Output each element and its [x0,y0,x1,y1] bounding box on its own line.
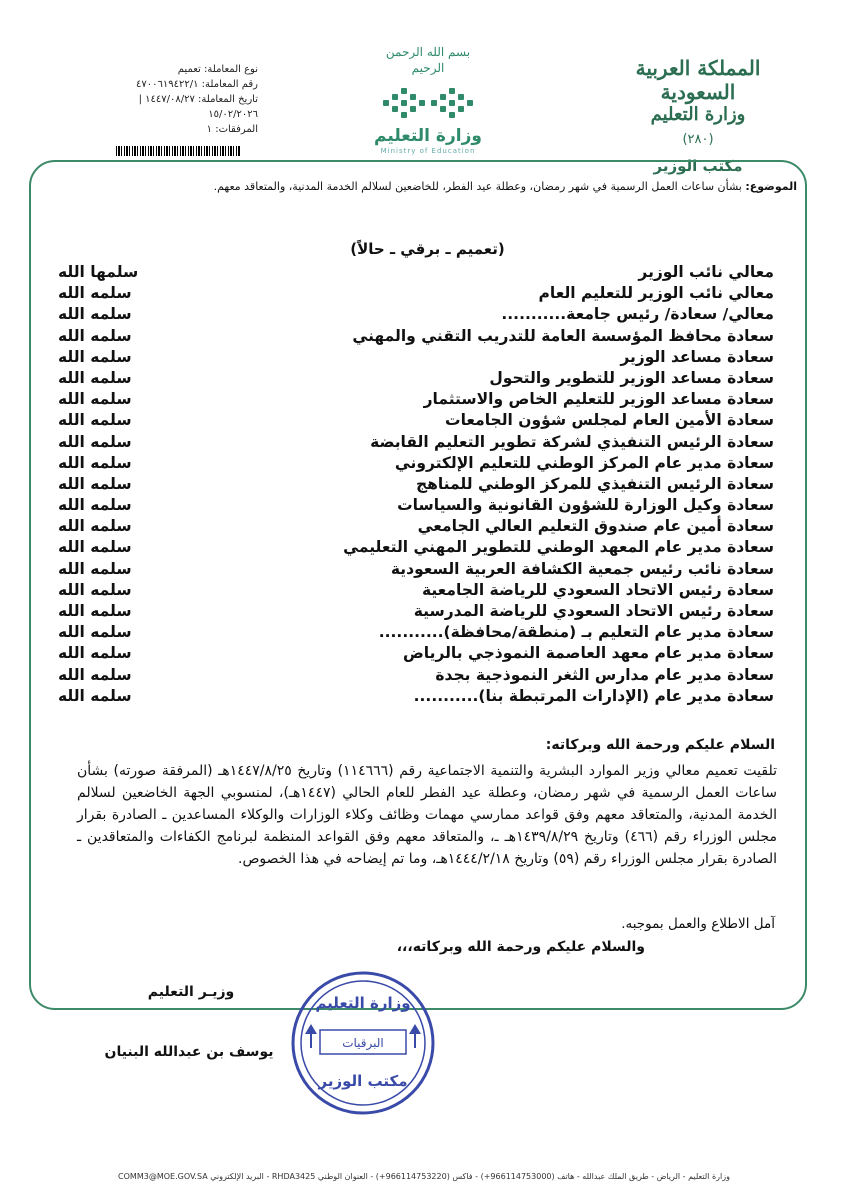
recipient-name: سعادة وكيل الوزارة للشؤون القانونية والسياسات [397,496,774,515]
recipient-row [58,453,774,474]
recipient-row [58,304,774,325]
recipient-row [58,495,774,516]
recipient-name: سعادة مدير عام التعليم بـ (منطقة/محافظة)........... [378,623,774,642]
recipient-name: سعادة محافظ المؤسسة العامة للتدريب التقني والمهني [352,326,774,345]
recipient-row [58,283,774,304]
salam-closing: والسلام عليكم ورحمة الله وبركاته،،، [396,939,645,955]
recipient-name: سعادة مدير عام المركز الوطني للتعليم الإلكتروني [394,453,774,472]
stamp-bottom-text: مكتب الوزير [318,1072,408,1090]
subject-label: الموضوع: [745,180,797,193]
recipient-row [58,665,774,686]
recipient-name: سعادة مساعد الوزير للتطوير والتحول [489,368,774,387]
recipient-greeting: سلمه الله [58,284,132,303]
subject-line [67,176,797,198]
recipient-row [58,368,774,389]
ministry-title: وزارة التعليم [650,104,746,125]
stamp-middle-text: البرقيات [342,1036,384,1050]
footer-contact: وزارة التعليم - الرياض - طريق الملك عبدالله - هاتف (966114753000+) - فاكس (966114753220+) - العنوان الوطني RHDA3425 - البريد الإلكتروني COMM3@MOE.GOV.SA [118,1172,730,1181]
recipient-greeting: سلمه الله [58,326,132,345]
recipient-greeting: سلمه الله [58,347,132,366]
recipient-name: سعادة مدير عام (الإدارات المرتبطة بنا)........... [413,686,774,705]
recipient-greeting: سلمه الله [58,623,132,642]
recipient-greeting: سلمه الله [58,665,132,684]
recipient-greeting: سلمه الله [58,538,132,557]
signatory-title: وزيـر التعليم [147,984,235,1000]
recipient-greeting: سلمه الله [58,390,132,409]
transaction-date: تاريخ المعاملة: ١٤٤٧/٠٨/٢٧ | ١٥/٠٢/٢٠٢٦ [138,94,258,120]
recipient-row [58,559,774,580]
body-paragraph: تلقيت تعميم معالي وزير الموارد البشرية والتنمية الاجتماعية رقم (١١٤٦٦٦) وتاريخ ١٤٤٧/٨/٢٥هـ (المرفقة صورته) بشأن ساعات العمل الرسمية في شهر رمضان، وعطلة عيد الفطر للعام الحالي (١٤٤٧هـ)، لمنسوبي الجهة الخاضعين لسلالم الخدمة المدنية، والمتعاقد معهم وفق قواعد ممارسي مهمات وظائف وكلاء الوزارات والوكلاء المساعدين ـ الصادرة بقرار مجلس الوزراء رقم (٤٦٦) وتاريخ ١٤٣٩/٨/٢٩هـ ـ، والمتعاقد معهم وفق القواعد المنظمة لبرنامج الكفاءات والمتعاقدين ـ الصادرة بقرار مجلس الوزراء رقم (٥٩) وتاريخ ١٤٤٤/٢/١٨هـ، وما تم إيضاحه في هذا الخصوص. [77,763,778,867]
recipient-greeting: سلمه الله [58,411,132,430]
recipient-row [58,516,774,537]
recipient-greeting: سلمه الله [58,432,132,451]
recipient-greeting: سلمه الله [58,368,132,387]
recipient-row [58,262,774,283]
circular-title: (تعميم ـ برقي ـ حالاً) [350,240,505,258]
recipient-name: سعادة مدير عام مدارس الثغر النموذجية بجدة [435,665,774,684]
recipient-row [58,474,774,495]
ministry-logo-icon [379,82,477,124]
recipient-row [58,410,774,431]
recipient-row [58,537,774,558]
minister-office-stamp [288,968,438,1118]
recipient-greeting: سلمه الله [58,644,132,663]
recipient-greeting: سلمها الله [58,263,139,281]
transaction-meta [118,62,258,137]
recipient-greeting: سلمه الله [58,474,132,493]
salam-opening: السلام عليكم ورحمة الله وبركاته: [545,737,775,753]
transaction-type: نوع المعاملة: تعميم [177,64,258,75]
recipient-row [58,643,774,664]
recipient-row [58,389,774,410]
recipient-name: سعادة مساعد الوزير [620,347,774,366]
recipient-row [58,347,774,368]
office-code: (٢٨٠) [682,132,714,147]
attachments-count: المرفقات: ١ [206,124,258,135]
minister-office-label: مكتب الوزير [653,157,743,175]
recipient-name: سعادة مدير عام المعهد الوطني للتطوير المهني التعليمي [343,538,774,557]
recipient-name: سعادة مدير عام معهد العاصمة النموذجي بالرياض [402,644,774,663]
recipient-greeting: سلمه الله [58,305,132,324]
recipient-greeting: سلمه الله [58,517,132,536]
recipient-greeting: سلمه الله [58,496,132,515]
logo-wordmark: وزارة التعليم [374,126,482,146]
recipient-greeting: سلمه الله [58,602,132,620]
recipient-greeting: سلمه الله [58,559,132,578]
recipient-row [58,580,774,601]
recipient-greeting: سلمه الله [58,453,132,472]
recipient-greeting: سلمه الله [58,686,132,705]
recipient-row [58,622,774,643]
recipient-name: معالي نائب الوزير للتعليم العام [538,284,774,303]
subject-text: بشأن ساعات العمل الرسمية في شهر رمضان، وعطلة عيد الفطر، للخاضعين لسلالم الخدمة المدنية، والمتعاقد معهم. [213,180,742,193]
recipient-name: سعادة نائب رئيس جمعية الكشافة العربية السعودية [390,559,774,578]
recipient-name: سعادة رئيس الاتحاد السعودي للرياضة الجامعية [421,580,774,599]
transaction-number: رقم المعاملة: ٤٧٠٠٦١٩٤٢٢/١ [136,79,258,90]
recipient-row [58,326,774,347]
recipient-greeting: سلمه الله [58,580,132,599]
barcode [116,146,240,156]
recipient-name: سعادة الأمين العام لمجلس شؤون الجامعات [445,411,774,430]
recipients-list [58,262,774,707]
ministry-logo-block [372,44,484,155]
recipient-name: سعادة الرئيس التنفيذي لشركة تطوير التعليم القابضة [370,432,774,451]
recipient-name: سعادة مساعد الوزير للتعليم الخاص والاستثمار [423,390,774,409]
logo-english: Ministry of Education [380,147,476,155]
recipient-name: معالي/ سعادة/ رئيس جامعة........... [501,305,774,324]
basmala: بسم الله الرحمن الرحيم [385,45,471,75]
recipient-name: معالي نائب الوزير [638,263,774,281]
letterhead-ministry [623,56,773,175]
recipient-row [58,432,774,453]
kingdom-title: المملكة العربية السعودية [635,56,761,104]
hope-line: آمل الاطلاع والعمل بموجبه. [621,916,775,932]
recipient-row [58,686,774,707]
recipient-name: سعادة الرئيس التنفيذي للمركز الوطني للمناهج [415,474,774,493]
recipient-name: سعادة أمين عام صندوق التعليم العالي الجامعي [417,517,774,536]
recipient-name: سعادة رئيس الاتحاد السعودي للرياضة المدرسية [413,602,774,620]
recipient-row [58,601,774,622]
stamp-top-text: وزارة التعليم [315,994,411,1012]
signatory-name: يوسف بن عبدالله البنيان [104,1044,274,1060]
